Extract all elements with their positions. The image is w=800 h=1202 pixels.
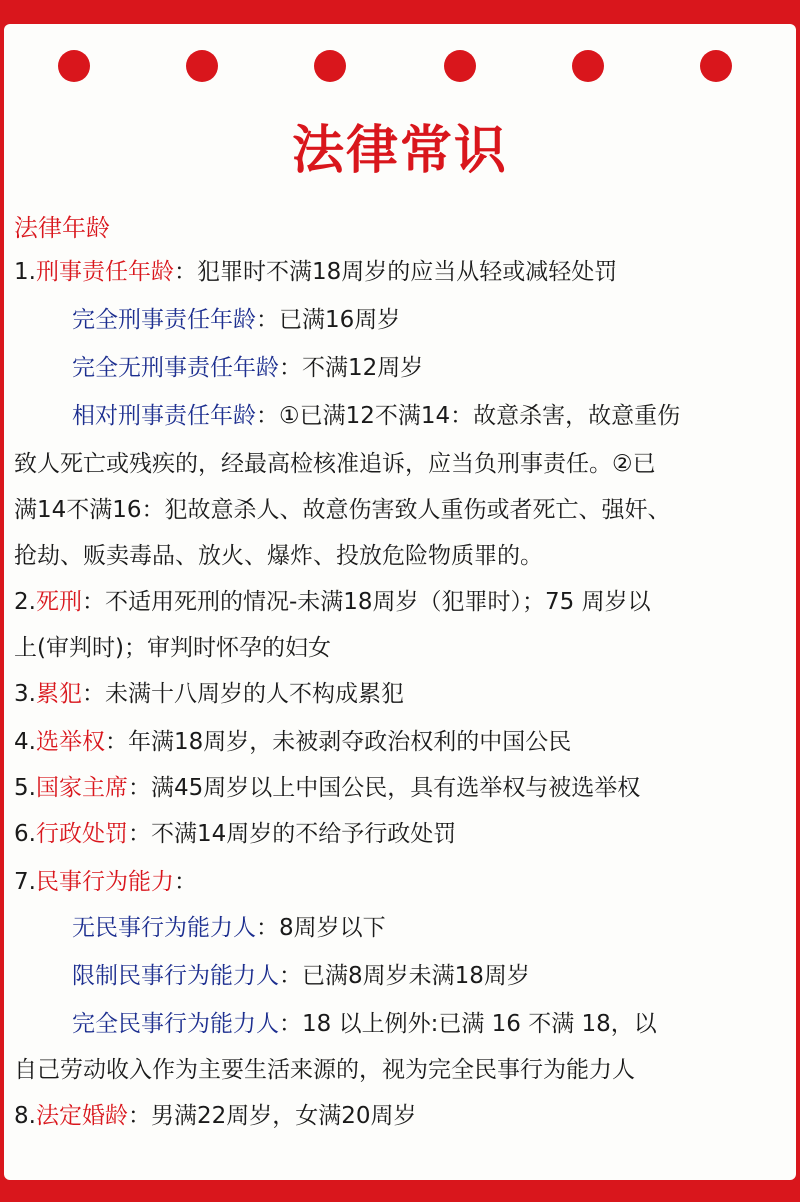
item-text: ①已满12不满14：故意杀害，故意重伤: [279, 403, 681, 429]
item-separator: ：: [256, 915, 279, 941]
list-item: [14, 726, 790, 758]
item-text: 上(审判时)；审判时怀孕的妇女: [14, 635, 331, 661]
item-text: 18 以上例外:已满 16 不满 18，以: [302, 1011, 657, 1037]
list-item: [14, 818, 790, 850]
item-term: 完全无刑事责任年龄: [72, 355, 279, 381]
binder-hole: [58, 50, 90, 82]
item-separator: ：: [127, 775, 151, 801]
binder-hole: [186, 50, 218, 82]
binder-hole: [444, 50, 476, 82]
item-text: 不满14周岁的不给予行政处罚: [150, 821, 457, 847]
item-text: 满45周岁以上中国公民，具有选举权与被选举权: [150, 775, 641, 801]
item-text: 已满16周岁: [279, 307, 401, 333]
item-term: 完全民事行为能力人: [72, 1011, 279, 1037]
item-separator: ：: [173, 259, 197, 285]
item-separator: ：: [81, 589, 105, 615]
list-item-continuation: [14, 632, 790, 664]
item-term: 民事行为能力: [35, 869, 174, 895]
item-number: 6.: [14, 821, 36, 847]
item-text: 年满18周岁，未被剥夺政治权利的中国公民: [127, 729, 572, 755]
item-separator: ：: [127, 1103, 151, 1129]
item-text: 男满22周岁，女满20周岁: [150, 1103, 417, 1129]
list-item: [72, 960, 790, 992]
item-number: 1.: [14, 259, 36, 285]
binder-hole: [572, 50, 604, 82]
list-item: [14, 866, 790, 898]
item-term: 死刑: [35, 589, 82, 615]
binder-hole: [314, 50, 346, 82]
item-text: 满14不满16：犯故意杀人、故意伤害致人重伤或者死亡、强奸、: [14, 497, 671, 523]
list-item: [14, 772, 790, 804]
list-item: [72, 912, 790, 944]
item-term: 刑事责任年龄: [35, 259, 174, 285]
item-text: 已满8周岁未满18周岁: [302, 963, 530, 989]
list-item: [72, 352, 790, 384]
item-text: 抢劫、贩卖毒品、放火、爆炸、投放危险物质罪的。: [14, 543, 543, 569]
item-separator: ：: [81, 681, 105, 707]
list-item: [14, 1100, 790, 1132]
item-term: 累犯: [35, 681, 82, 707]
item-separator: ：: [173, 869, 197, 895]
item-number: 4.: [14, 729, 36, 755]
item-term: 无民事行为能力人: [72, 915, 256, 941]
item-text: 未满十八周岁的人不构成累犯: [104, 681, 404, 707]
list-item: [14, 586, 790, 618]
list-item-continuation: [14, 494, 790, 526]
item-term: 完全刑事责任年龄: [72, 307, 256, 333]
item-text: 自己劳动收入作为主要生活来源的，视为完全民事行为能力人: [14, 1057, 635, 1083]
list-item: [72, 304, 790, 336]
item-separator: ：: [127, 821, 151, 847]
item-separator: ：: [104, 729, 128, 755]
item-term: 相对刑事责任年龄: [72, 403, 256, 429]
list-item-continuation: [14, 1054, 790, 1086]
list-item: [72, 1008, 790, 1040]
item-separator: ：: [256, 403, 279, 429]
item-term: 法定婚龄: [35, 1103, 128, 1129]
list-item: [14, 256, 790, 288]
item-separator: ：: [279, 355, 302, 381]
item-text: 不适用死刑的情况-未满18周岁（犯罪时）；75 周岁以: [104, 589, 651, 615]
list-item-continuation: [14, 448, 790, 480]
item-number: 5.: [14, 775, 36, 801]
page-title: 法律常识: [291, 121, 508, 181]
list-item: [72, 400, 790, 432]
item-text: 不满12周岁: [302, 355, 424, 381]
section-heading: 法律年龄: [14, 214, 110, 242]
item-number: 3.: [14, 681, 36, 707]
item-term: 选举权: [35, 729, 105, 755]
item-number: 7.: [14, 869, 36, 895]
list-item: [14, 678, 790, 710]
item-separator: ：: [279, 963, 302, 989]
item-term: 限制民事行为能力人: [72, 963, 279, 989]
item-separator: ：: [279, 1011, 302, 1037]
item-term: 国家主席: [35, 775, 128, 801]
item-text: 犯罪时不满18周岁的应当从轻或减轻处罚: [196, 259, 618, 285]
list-item-continuation: [14, 540, 790, 572]
binder-hole: [700, 50, 732, 82]
item-text: 8周岁以下: [279, 915, 386, 941]
item-term: 行政处罚: [35, 821, 128, 847]
item-number: 2.: [14, 589, 36, 615]
item-separator: ：: [256, 307, 279, 333]
item-text: 致人死亡或残疾的，经最高检核准追诉，应当负刑事责任。②已: [14, 451, 656, 477]
item-number: 8.: [14, 1103, 36, 1129]
